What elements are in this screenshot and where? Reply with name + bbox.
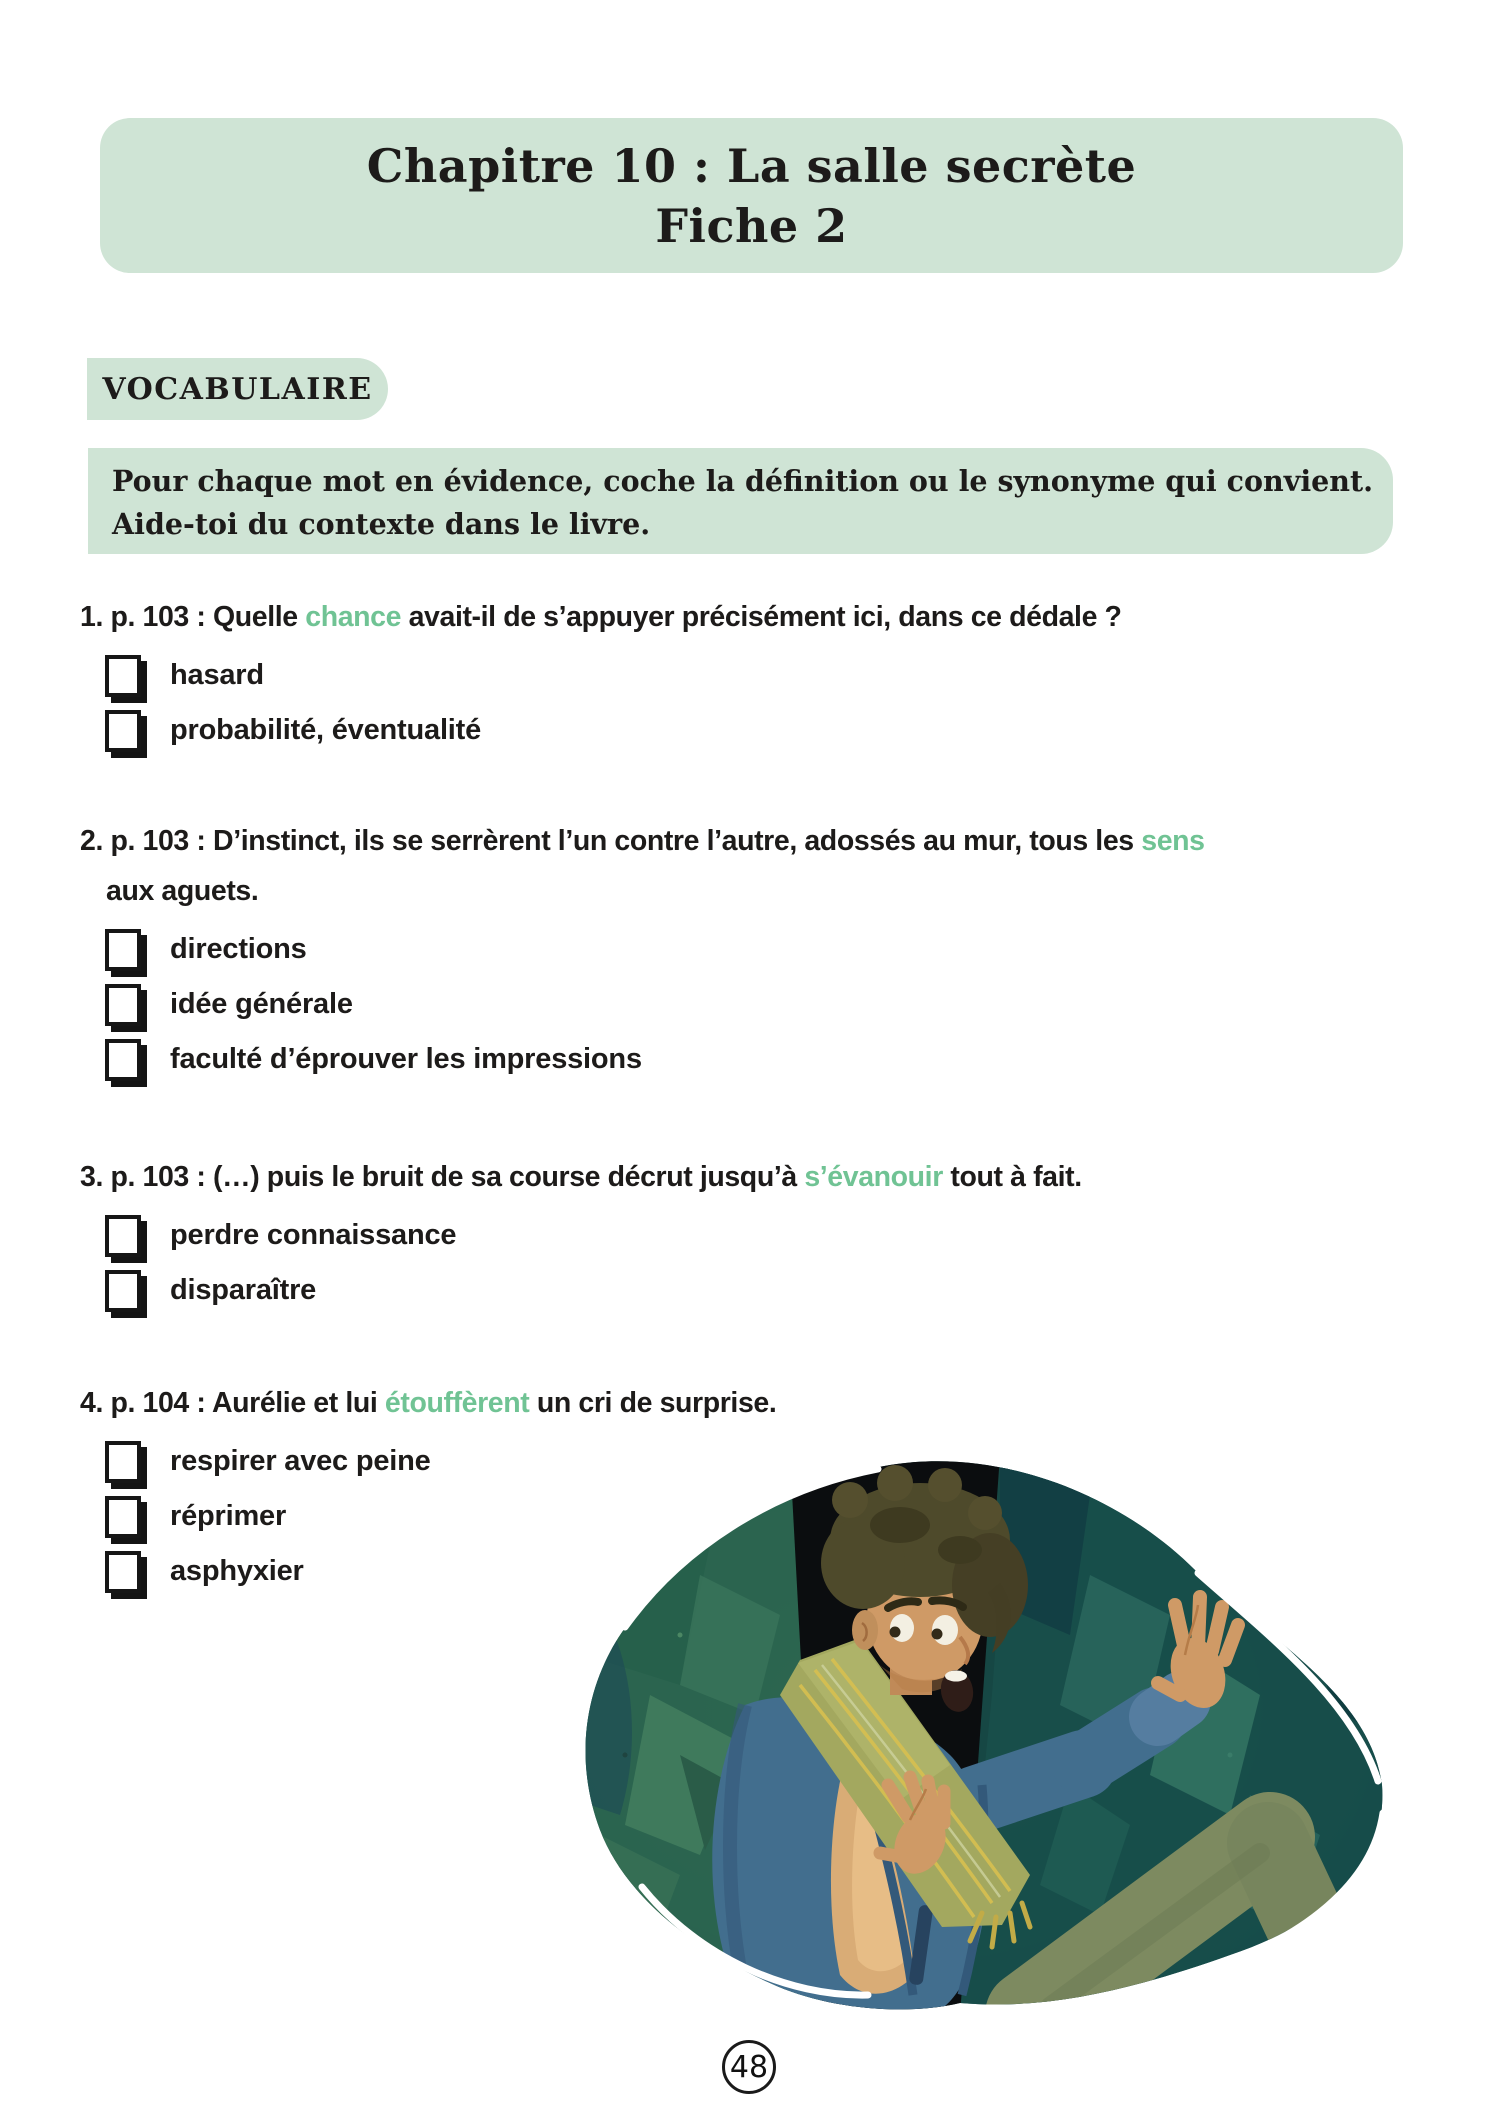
question-text-segment: aux aguets. (106, 875, 259, 907)
highlighted-word: s’évanouir (804, 1161, 943, 1193)
page-number-badge (722, 2040, 776, 2094)
option-label: réprimer (170, 1500, 287, 1532)
option-checkbox[interactable] (105, 1039, 141, 1081)
question-text-segment: 3. p. 103 : (…) puis le bruit de sa course décrut jusqu’à (80, 1161, 805, 1193)
option-row (80, 648, 1500, 703)
option-label: perdre connaissance (170, 1219, 457, 1251)
option-label: asphyxier (170, 1555, 304, 1587)
option-label: faculté d’éprouver les impressions (170, 1043, 642, 1075)
option-label: directions (170, 933, 307, 965)
question-text (80, 1378, 1500, 1428)
option-checkbox[interactable] (105, 1441, 141, 1483)
option-row (80, 922, 1500, 977)
option-row (80, 1032, 1500, 1087)
question-text-segment: tout à fait. (942, 1161, 1082, 1193)
question-block (80, 816, 1500, 1087)
vocabulary-badge (87, 358, 388, 420)
option-checkbox[interactable] (105, 1270, 141, 1312)
option-row (80, 1263, 1500, 1318)
vocabulary-label: VOCABULAIRE (102, 371, 373, 407)
options-list (80, 922, 1500, 1087)
instruction-line-1: Pour chaque mot en évidence, coche la définition ou le synonyme qui convient. (112, 464, 1374, 498)
option-checkbox[interactable] (105, 984, 141, 1026)
options-list (80, 1208, 1500, 1318)
option-label: hasard (170, 659, 264, 691)
question-block (80, 1152, 1500, 1318)
question-text (80, 1152, 1500, 1202)
question-text-segment: avait-il de s’appuyer précisément ici, dans ce dédale ? (401, 601, 1122, 633)
question-block (80, 592, 1500, 758)
option-checkbox[interactable] (105, 655, 141, 697)
option-row (80, 703, 1500, 758)
question-text-segment: un cri de surprise. (529, 1387, 777, 1419)
option-checkbox[interactable] (105, 1496, 141, 1538)
chapter-header (100, 118, 1403, 273)
highlighted-word: étouffèrent (384, 1387, 530, 1419)
question-text (80, 816, 1500, 916)
question-text-segment: 4. p. 104 : Aurélie et lui (80, 1387, 385, 1419)
question-text-segment: 2. p. 103 : D’instinct, ils se serrèrent l’un contre l’autre, adossés au mur, tous les (80, 825, 1142, 857)
option-checkbox[interactable] (105, 1551, 141, 1593)
options-list (80, 648, 1500, 758)
sheet-subtitle: Fiche 2 (655, 198, 848, 253)
highlighted-word: chance (305, 601, 402, 633)
instruction-line-2: Aide-toi du contexte dans le livre. (112, 507, 651, 541)
option-label: probabilité, éventualité (170, 714, 482, 746)
question-text-segment: 1. p. 103 : Quelle (80, 601, 306, 633)
question-text (80, 592, 1500, 642)
option-checkbox[interactable] (105, 929, 141, 971)
option-row (80, 977, 1500, 1032)
option-checkbox[interactable] (105, 1215, 141, 1257)
option-row (80, 1208, 1500, 1263)
instruction-box (88, 448, 1393, 554)
page-number: 48 (729, 2049, 769, 2085)
highlighted-word: sens (1141, 825, 1205, 857)
option-checkbox[interactable] (105, 710, 141, 752)
illustration-svg (530, 1455, 1410, 2035)
chapter-title: Chapitre 10 : La salle secrète (366, 138, 1137, 193)
option-label: respirer avec peine (170, 1445, 431, 1477)
option-label: idée générale (170, 988, 353, 1020)
illustration-scared-boy (530, 1455, 1410, 2035)
option-label: disparaître (170, 1274, 317, 1306)
